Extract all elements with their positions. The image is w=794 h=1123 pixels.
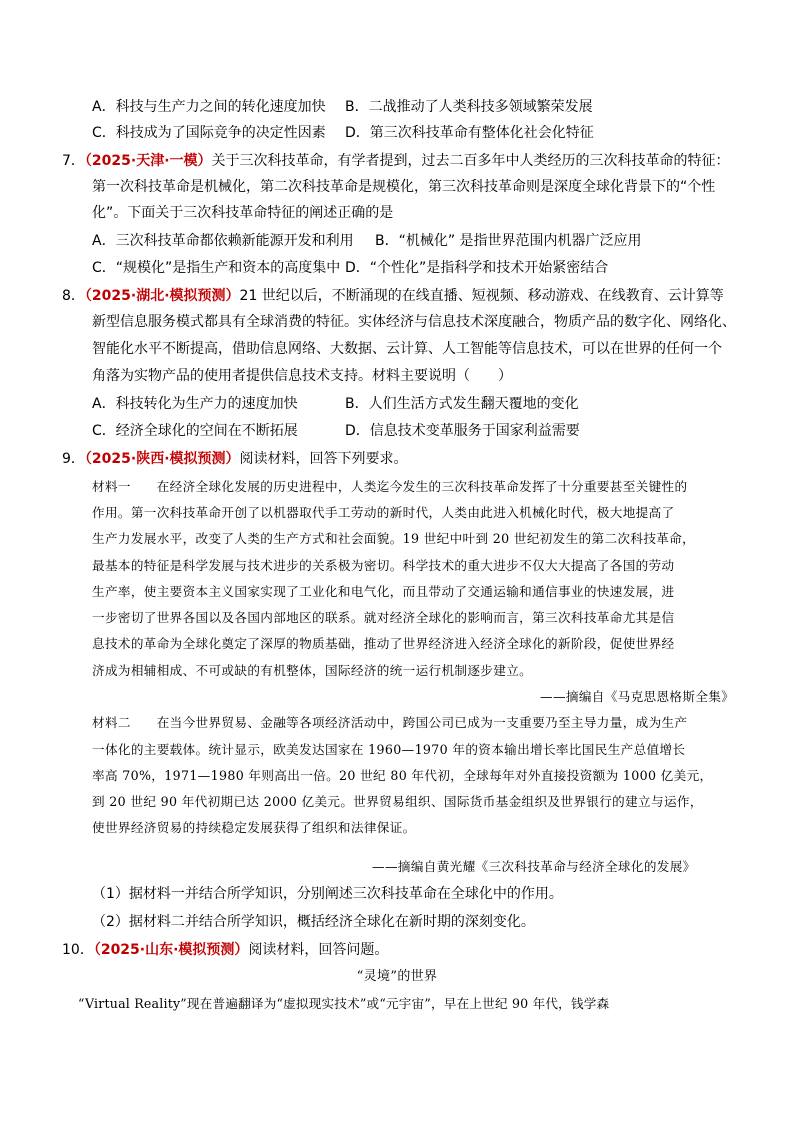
q6-option-a: A．科技与生产力之间的转化速度加快	[92, 99, 326, 115]
q9-material1-line: 一步密切了世界各国以及各国内部地区的联系。就对经济全球化的影响而言，第三次科技革命尤其是信	[92, 610, 675, 625]
q9-material1-line: 材料一 在经济全球化发展的历史进程中，人类迄今发生的三次科技革命发挥了十分重要甚至关键性的	[92, 479, 688, 494]
q7-stem-line-2: 第一次科技革命是机械化，第二次科技革命是规模化，第三次科技革命则是深度全球化背景下的“个性	[92, 179, 716, 195]
q10-stem-text: 阅读材料，回答问题。	[248, 942, 389, 958]
q8-stem-line-4: 角落为实物产品的使用者提供信息技术支持。材料主要说明（ ）	[92, 368, 512, 384]
q6-option-d: D．第三次科技革命有整体化社会化特征	[345, 125, 594, 141]
q9-material2-line: 使世界经济贸易的持续稳定发展获得了组织和法律保证。	[92, 820, 416, 835]
q10-source: （2025·山东·模拟预测）	[93, 942, 249, 958]
q9-material1-line: 息技术的革命为全球化奠定了深厚的物质基础，推动了世界经济进入经济全球化的新阶段，促使世界经	[92, 636, 675, 651]
q9-material1-line: 最基本的特征是科学发展与技术进步的关系极为密切。科学技术的重大进步不仅大大提高了各国的劳动	[92, 558, 675, 573]
q10-material-title: “灵境”的世界	[356, 969, 438, 984]
q9-stem-text: 阅读材料，回答下列要求。	[239, 451, 408, 467]
q7-option-c: C．“规模化”是指生产和资本的高度集中	[92, 260, 341, 276]
q7-stem-text: 关于三次科技革命，有学者提到，过去二百多年中人类经历的三次科技革命的特征：	[211, 153, 730, 169]
q7-stem-line-3: 化”。下面关于三次科技革命特征的阐述正确的是	[92, 205, 394, 221]
q7-source: （2025·天津·一模）	[84, 153, 212, 169]
q9-material2-line: 到 20 世纪 90 年代初期已达 2000 亿美元。世界贸易组织、国际货币基金组织及世界银行的建立与运作，	[92, 794, 703, 809]
q8-stem-line-3: 智能化水平不断提高，借助信息网络、大数据、云计算、人工智能等信息技术，可以在世界的任何一个	[92, 341, 722, 357]
q9-stem	[62, 449, 408, 469]
q7-stem-line-1	[62, 151, 730, 171]
q9-subquestion-1: （1）据材料一并结合所学知识，分别阐述三次科技革命在全球化中的作用。	[92, 886, 563, 902]
q9-material2-line: 率高 70%，1971—1980 年则高出一倍。20 世纪 80 年代初，全球每年对外直接投资额为 1000 亿美元，	[92, 768, 713, 783]
q9-material2-line: 材料二 在当今世界贸易、金融等各项经济活动中，跨国公司已成为一支重要乃至主导力量，成为生产	[92, 715, 688, 730]
q8-option-d: D．信息技术变革服务于国家利益需要	[345, 423, 580, 439]
q9-material1-source: ——摘编自《马克思恩格斯全集》	[540, 689, 735, 704]
q9-subquestion-2: （2）据材料二并结合所学知识，概括经济全球化在新时期的深刻变化。	[92, 914, 535, 930]
q9-material1-line: 作用。第一次科技革命开创了以机器取代手工劳动的新时代，人类由此进入机械化时代，极大地提高了	[92, 505, 675, 520]
q8-stem-text: 21 世纪以后，不断涌现的在线直播、短视频、移动游戏、在线教育、云计算等	[239, 288, 724, 304]
q9-material2-line: 一体化的主要载体。统计显示，欧美发达国家在 1960—1970 年的资本输出增长率比国民生产总值增长	[92, 742, 686, 757]
q8-option-b: B．人们生活方式发生翻天覆地的变化	[345, 396, 579, 412]
q9-material2-source: ——摘编自黄光耀《三次科技革命与经济全球化的发展》	[372, 859, 696, 874]
q9-material1-line: 济成为相辅相成、不可或缺的有机整体，国际经济的统一运行机制逐步建立。	[92, 663, 533, 678]
q9-source: （2025·陕西·模拟预测）	[84, 451, 240, 467]
q7-number: 7．	[62, 153, 85, 169]
q10-material-line: “Virtual Reality”现在普遍翻译为“虚拟现实技术”或“元宇宙”，早在上世纪 90 年代，钱学森	[78, 996, 610, 1011]
q8-source: （2025·湖北·模拟预测）	[84, 288, 240, 304]
q7-option-b: B．“机械化” 是指世界范围内机器广泛应用	[375, 233, 642, 249]
q9-material1-line: 生产率，使主要资本主义国家实现了工业化和电气化，而且带动了交通运输和通信事业的快速发展，进	[92, 584, 675, 599]
q8-stem-line-2: 新型信息服务模式都具有全球消费的特征。实体经济与信息技术深度融合，物质产品的数字化、网络化、	[92, 314, 736, 330]
q8-option-a: A．科技转化为生产力的速度加快	[92, 396, 298, 412]
q10-number: 10．	[62, 942, 94, 958]
q7-option-a: A．三次科技革命都依赖新能源开发和利用	[92, 233, 354, 249]
q9-material1-line: 生产力发展水平，改变了人类的生产方式和社会面貌。19 世纪中叶到 20 世纪初发生的第二次科技革命，	[92, 531, 696, 546]
q8-option-c: C．经济全球化的空间在不断拓展	[92, 423, 298, 439]
q6-option-b: B．二战推动了人类科技多领域繁荣发展	[345, 99, 593, 115]
q10-stem	[62, 940, 388, 960]
q6-option-c: C．科技成为了国际竞争的决定性因素	[92, 125, 326, 141]
q7-option-d: D．“个性化”是指科学和技术开始紧密结合	[345, 260, 609, 276]
q9-number: 9．	[62, 451, 85, 467]
q8-number: 8．	[62, 288, 85, 304]
q8-stem-line-1	[62, 286, 724, 306]
